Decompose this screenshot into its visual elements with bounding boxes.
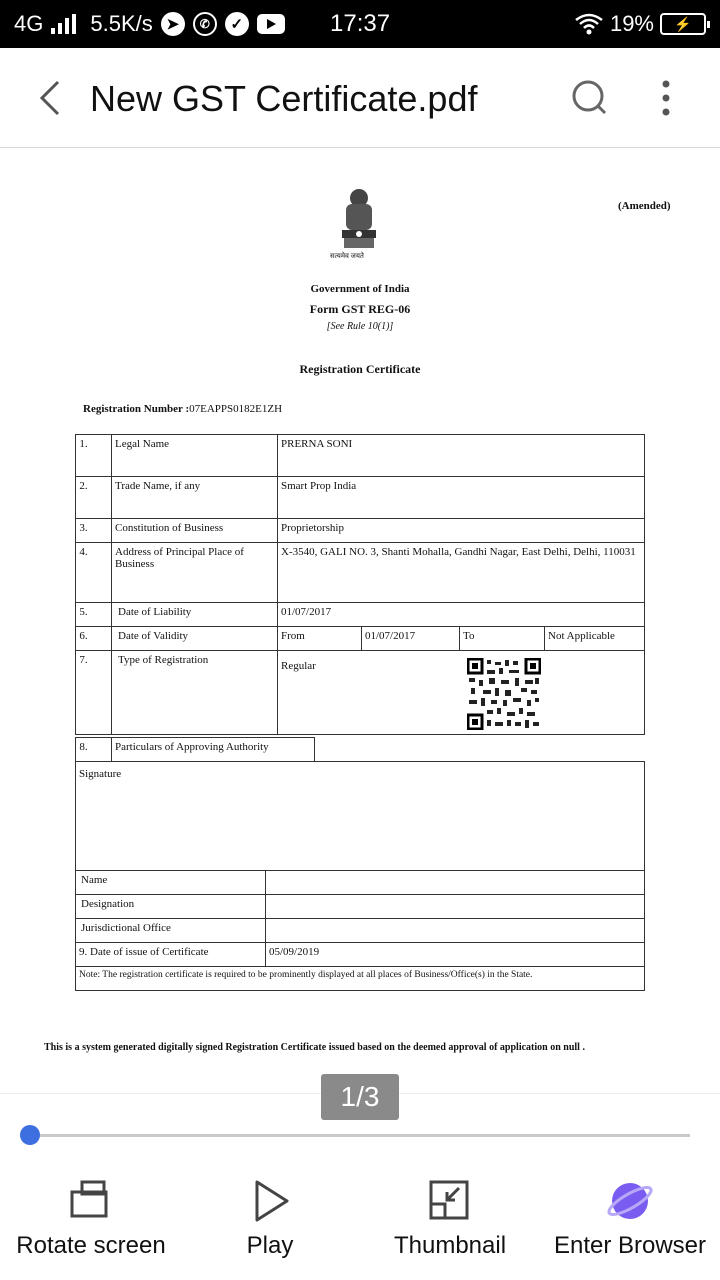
table-row <box>76 762 645 871</box>
app-bar <box>0 48 720 148</box>
table-row <box>76 627 645 651</box>
row-label: Date of Liability <box>112 603 278 627</box>
jurisdiction-value <box>266 919 645 943</box>
name-value <box>266 871 645 895</box>
row-number: 7. <box>76 651 112 735</box>
amended-label: (Amended) <box>618 200 671 212</box>
signature-label: Signature <box>76 762 645 871</box>
table-row <box>76 477 645 519</box>
enter-browser-button[interactable] <box>552 1178 708 1260</box>
row-label: Trade Name, if any <box>112 477 278 519</box>
row-number: 6. <box>76 627 112 651</box>
row-value: X-3540, GALI NO. 3, Shanti Mohalla, Gandhi Nagar, East Delhi, Delhi, 110031 <box>278 543 645 603</box>
reg-label: Registration Number : <box>83 403 190 415</box>
network-type: 4G <box>14 11 44 36</box>
row-label: Constitution of Business <box>112 519 278 543</box>
validity-from-value: 01/07/2017 <box>362 627 460 651</box>
table-row <box>76 871 645 895</box>
row-value: Proprietorship <box>278 519 645 543</box>
qr-code-icon <box>467 658 541 730</box>
table-row <box>76 543 645 603</box>
table-row <box>76 603 645 627</box>
registration-number <box>83 403 282 415</box>
row-value: Regular <box>278 651 645 735</box>
play-label: Play <box>246 1232 294 1259</box>
table-row <box>76 651 645 735</box>
play-button[interactable] <box>220 1178 320 1260</box>
certificate-note: Note: The registration certificate is required to be prominently displayed at all places of Business/Office(s) in the State. <box>76 967 645 991</box>
table-row <box>76 738 646 762</box>
telegram-icon: ➤ <box>161 12 185 36</box>
battery-percent: 19% <box>609 11 654 36</box>
validity-to-label: To <box>460 627 545 651</box>
designation-label: Designation <box>76 895 266 919</box>
whatsapp-icon: ✆ <box>193 12 217 36</box>
designation-value <box>266 895 645 919</box>
page-slider-thumb[interactable] <box>20 1125 40 1145</box>
network-speed: 5.5K/s <box>90 11 153 36</box>
name-label: Name <box>76 871 266 895</box>
row-number: 2. <box>76 477 112 519</box>
row-number: 8. <box>76 738 112 762</box>
document-title: New GST Certificate.pdf <box>90 78 478 119</box>
back-arrow-icon[interactable] <box>30 76 70 120</box>
search-icon[interactable] <box>570 76 610 120</box>
row-number: 4. <box>76 543 112 603</box>
viewer-toolbar <box>0 1093 720 1280</box>
row-label: Legal Name <box>112 435 278 477</box>
pdf-page <box>0 148 720 1093</box>
row-value: 01/07/2017 <box>278 603 645 627</box>
battery-icon: ⚡ <box>660 13 706 35</box>
certificate-heading: Registration Certificate <box>299 362 421 376</box>
rule-reference: [See Rule 10(1)] <box>326 321 394 332</box>
certificate-table <box>75 434 645 735</box>
row-label: Date of Validity <box>112 627 278 651</box>
youtube-icon <box>257 14 285 34</box>
reg-value: 07EAPPS0182E1ZH <box>189 403 283 415</box>
table-row <box>76 895 645 919</box>
wifi-icon <box>574 12 604 36</box>
system-generated-note: This is a system generated digitally signed Registration Certificate issued based on the deemed approval of application on null . <box>44 1042 585 1053</box>
row-value <box>315 738 646 762</box>
row-number: 3. <box>76 519 112 543</box>
play-icon <box>247 1178 293 1224</box>
issue-date-value: 05/09/2019 <box>266 943 645 967</box>
browser-planet-icon <box>607 1178 653 1224</box>
row-number: 5. <box>76 603 112 627</box>
page-slider-track[interactable] <box>30 1134 690 1137</box>
table-row <box>76 967 645 991</box>
row-value: PRERNA SONI <box>278 435 645 477</box>
thumbnail-button[interactable] <box>390 1178 510 1260</box>
signal-icon <box>51 14 76 34</box>
check-icon: ✓ <box>225 12 249 36</box>
validity-from-label: From <box>278 627 362 651</box>
page-indicator: 1/3 <box>321 1074 399 1120</box>
table-row <box>76 919 645 943</box>
validity-to-value: Not Applicable <box>545 627 645 651</box>
row-label: Address of Principal Place of Business <box>112 543 278 603</box>
table-row <box>76 435 645 477</box>
thumbnail-icon <box>427 1178 473 1224</box>
approving-authority-table <box>75 737 645 762</box>
row-number: 1. <box>76 435 112 477</box>
status-bar <box>0 0 720 48</box>
row-label: Particulars of Approving Authority <box>112 738 315 762</box>
table-row <box>76 943 645 967</box>
table-row <box>76 519 645 543</box>
form-heading: Form GST REG-06 <box>309 302 411 316</box>
thumbnail-label: Thumbnail <box>393 1232 507 1259</box>
issue-date-label: 9. Date of issue of Certificate <box>76 943 266 967</box>
row-value: Smart Prop India <box>278 477 645 519</box>
enter-browser-label: Enter Browser <box>553 1232 707 1259</box>
clock: 17:37 <box>330 10 391 37</box>
signature-table <box>75 761 645 991</box>
rotate-screen-label: Rotate screen <box>16 1232 166 1259</box>
emblem-motto: सत्यमेव जयते <box>330 252 364 260</box>
jurisdiction-label: Jurisdictional Office <box>76 919 266 943</box>
rotate-screen-icon <box>68 1178 114 1224</box>
govt-heading: Government of India <box>310 283 410 295</box>
more-options-icon[interactable] <box>650 76 682 120</box>
row-label: Type of Registration <box>112 651 278 735</box>
rotate-screen-button[interactable] <box>16 1178 166 1260</box>
